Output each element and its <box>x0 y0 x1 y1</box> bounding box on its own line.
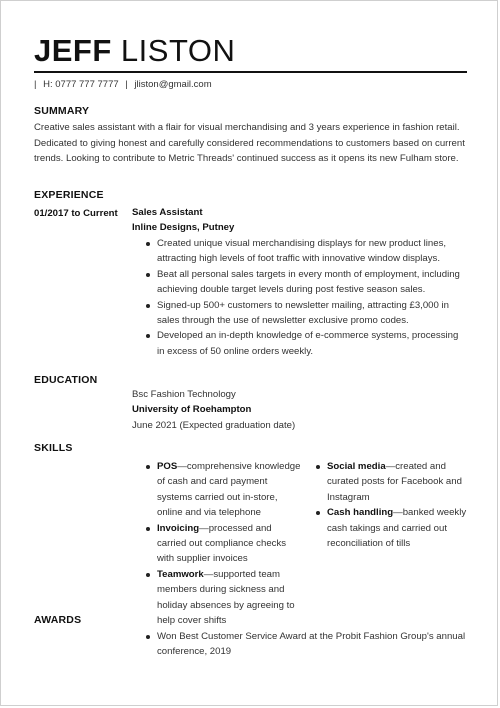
email-address: jliston@gmail.com <box>134 79 212 90</box>
list-item: Signed-up 500+ customers to newsletter mailing, attracting £3,000 in sales through the use of newsletter exclusive promo codes. <box>132 298 467 329</box>
skill-description: —supported team members during sickness and holiday absences by agreeing to help cover shifts <box>157 568 295 627</box>
company-name: Inline Designs, Putney <box>132 222 235 234</box>
last-name: LISTON <box>120 33 236 68</box>
skill-description: —created and curated posts for Facebook and Instagram <box>327 461 462 503</box>
skills-heading: SKILLS <box>34 442 73 454</box>
degree-name: Bsc Fashion Technology <box>132 389 236 400</box>
list-item: Won Best Customer Service Award at the Probit Fashion Group's annual conference, 2019 <box>132 629 467 660</box>
job-title: Sales Assistant <box>132 207 203 218</box>
skill-name: POS <box>157 461 178 472</box>
list-item: Beat all personal sales targets in every month of employment, including achieving double target levels during post festive season sales. <box>132 267 467 298</box>
education-block <box>132 387 472 433</box>
experience-header <box>132 205 472 236</box>
skill-description: —processed and carried out compliance checks with supplier invoices <box>157 522 287 565</box>
skill-name: Teamwork <box>157 568 204 580</box>
list-item: Developed an in-depth knowledge of e-commerce systems, processing in excess of 50 online orders weekly. <box>132 328 467 359</box>
experience-heading: EXPERIENCE <box>34 189 104 201</box>
awards-heading: AWARDS <box>34 614 82 626</box>
header-rule <box>34 71 467 73</box>
contact-separator: | <box>125 79 128 90</box>
first-name: JEFF <box>34 33 112 68</box>
contact-line <box>34 79 216 90</box>
summary-heading: SUMMARY <box>34 105 90 117</box>
skill-name: Cash handling <box>327 507 394 519</box>
skill-name: Social media <box>327 461 386 472</box>
awards-list <box>132 629 467 660</box>
skill-name: Invoicing <box>157 522 200 534</box>
experience-date: 01/2017 to Current <box>34 208 118 219</box>
skills-right-column <box>302 459 472 551</box>
education-heading: EDUCATION <box>34 374 98 386</box>
candidate-name <box>34 35 235 66</box>
list-item <box>302 459 472 505</box>
contact-separator: | <box>34 79 37 90</box>
list-item: Created unique visual merchandising displays for new product lines, attracting high levels of foot traffic with innovative window displays. <box>132 236 467 267</box>
skill-description: —banked weekly cash takings and carried out reconciliation of tills <box>327 507 467 550</box>
list-item <box>132 567 302 629</box>
list-item <box>132 459 302 521</box>
school-name: University of Roehampton <box>132 404 252 416</box>
education-date: June 2021 (Expected graduation date) <box>132 419 296 431</box>
skills-left-column <box>132 459 302 628</box>
summary-text: Creative sales assistant with a flair for visual merchandising and 3 years experience in fashion retail. Dedicated to giving honest and carefully considered recommendations to customers based on current trends. Looking to contribute to Metric Threads' continued success as it opens its new Fulham store. <box>34 122 465 164</box>
skill-description: —comprehensive knowledge of cash and card payment systems carried out in-store, online and via telephone <box>157 461 301 519</box>
list-item <box>132 521 302 567</box>
list-item <box>302 505 472 551</box>
phone-number: H: 0777 777 7777 <box>43 79 119 90</box>
experience-bullets <box>132 236 467 359</box>
